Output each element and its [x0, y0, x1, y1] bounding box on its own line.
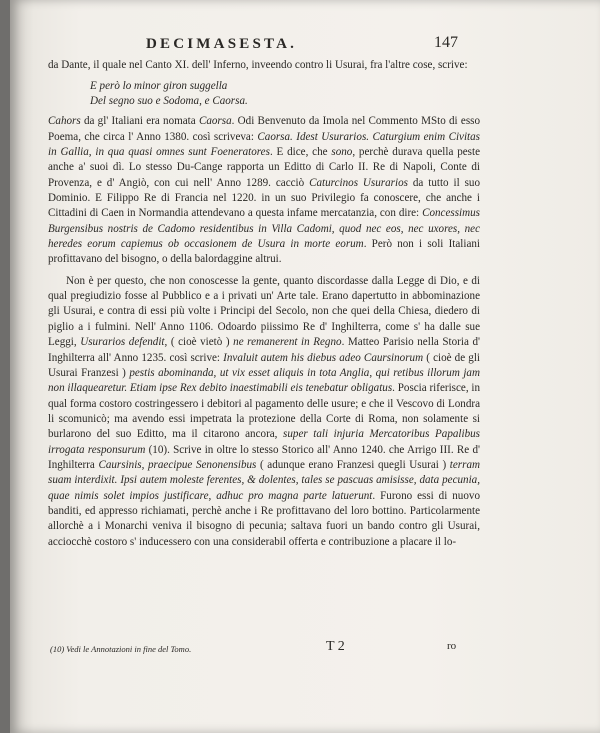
verse-line-1: E però lo minor giron suggella [90, 80, 228, 93]
dante-verse [90, 79, 480, 108]
verse-line-2: Del segno suo e Sodoma, e Caorsa. [90, 94, 248, 107]
signature-mark: T 2 [326, 639, 345, 654]
page-number: 147 [434, 34, 458, 51]
paragraph-cahors: Cahors da gl' Italiani era nomata Caorsa. Odi Benvenuto da Imola nel Commento MSto di esso Poema, che circa l' Anno 1380. così scriveva: Caorsa. Idest Usurarios. Caturgium enim Civitas in Gallia, in qua quasi omnes sunt Foeneratores. E dice, che sono, perchè durava quella peste anche a' suoi dì. Lo stesso Du-Cange rapporta un Editto di Carlo II. Re di Napoli, Conte di Provenza, e d' Angiò, con cui nell' Anno 1289. cacciò Caturcinos Usurarios da tutto il suo Dominio. E Filippo Re di Francia nel 1220. in un suo Privilegio fa conoscere, che anche i Cittadini di Caen in Normandia attendevano a questa infame mercatanzia, con dire: Concessimus Burgensibus nostris de Cadomo residentibus in Villa Cadomi, quod nec eos, nec uxores, nec heredes eorum capiemus ob occasionem de Usura in morte eorum. Però non i soli Italiani profittavano del bisogno, o della balordaggine altrui. [48, 115, 480, 266]
page-header [10, 36, 600, 56]
book-page [10, 0, 600, 733]
running-title: DECIMASESTA. [146, 36, 298, 52]
paragraph-usurers: Non è per questo, che non conoscesse la gente, quanto discordasse dalla Legge di Dio, e di qual pregiudizio fosse al Pubblico e a i privati un' Arte tale. Erano dapertutto in abbominazione gli Usurai, e contra di essi più volte i Principi del Secolo, non che quei della Chiesa, diedero di piglio a i fulmini. Nell' Anno 1106. Odoardo piissimo Re d' Inghilterra, come s' ha dalle sue Leggi, Usurarios defendit, ( cioè vietò ) ne remanerent in Regno. Matteo Parisio nella Storia d' Inghilterra all' Anno 1235. così scrive: Invaluit autem his diebus adeo Caursinorum ( cioè de gli Usurai Franzesi ) pestis abominanda, ut vix esset aliquis in tota Anglia, qui retibus illorum jam non illaquearetur. Etiam ipse Rex debito inaestimabili eis tenebatur obligatus. Poscia riferisce, in qual forma costoro costringessero i debitori al pagamento delle usure; e che il Vescovo di Londra li scomunicò; ma avendo essi impetrata la protezione della Corte di Roma, non solamente si burlarono del suo Editto, ma il citarono ancora, super tali injuria Mercatoribus Papalibus irrogata responsurum (10). Scrive in oltre lo stesso Storico all' Anno 1240. che Arrigo III. Re d' Inghilterra Caursinis, praecipue Senonensibus ( adunque erano Franzesi quegli Usurai ) terram suam interdixit. Ipsi autem moleste ferentes, & dolentes, tales se pascuas amisisse, data pecunia, quae nimis solet impios justificare, adhuc pro magna parte latuerunt. Furono essi di nuovo banditi, ed appresso richiamati, perchè anche i Re profittavano del loro bottino. Particolarmente allorchè a i Monarchi veniva il bisogno di pecunia; saltava fuori un bando contro gli Usurai, acciocchè costoro s' inducessero con una considerabil offerta e contribuzione a placare il lo- [48, 274, 481, 548]
body-text [48, 58, 480, 550]
paragraph-intro: da Dante, il quale nel Canto XI. dell' Inferno, inveendo contro li Usurai, fra l'altre cose, scrive: [48, 59, 468, 71]
catchword: ro [447, 640, 457, 652]
footnote: (10) Vedi le Annotazioni in fine del Tomo. [50, 644, 192, 654]
